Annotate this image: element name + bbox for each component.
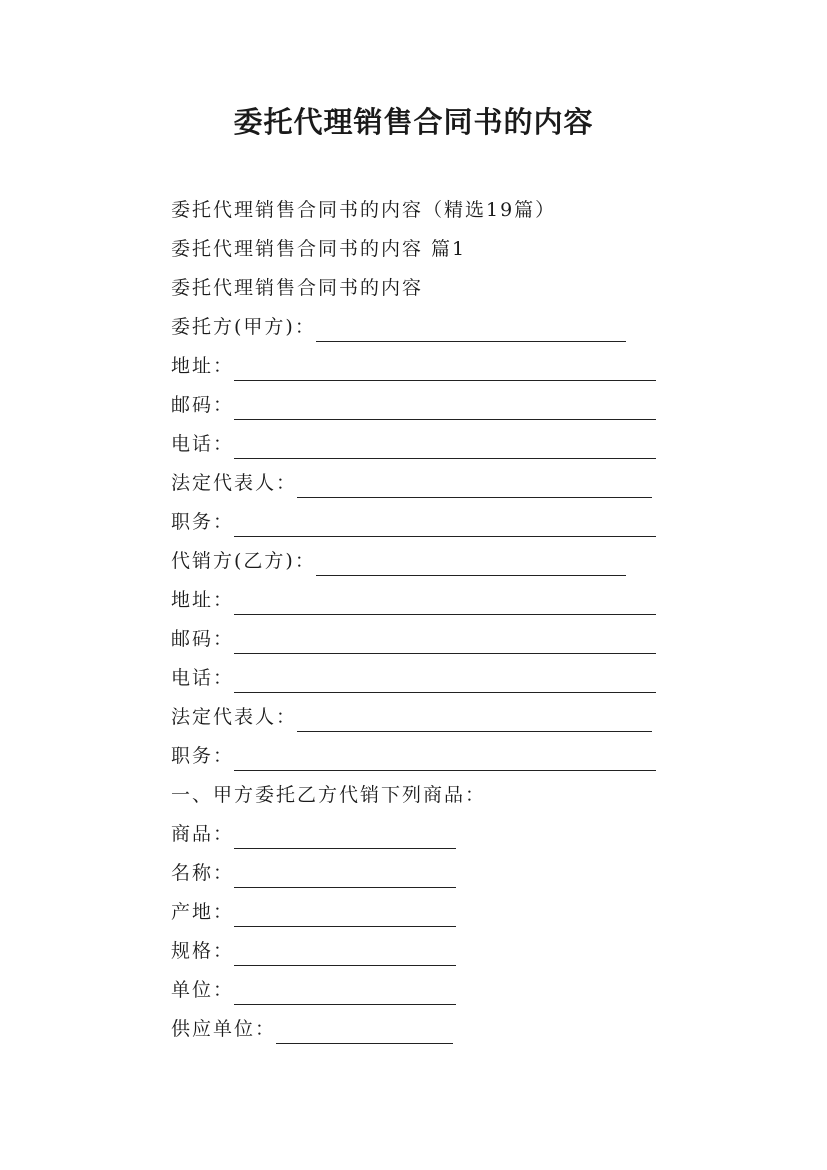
- goods-line: [171, 817, 656, 856]
- party-b-representative-blank[interactable]: [297, 700, 652, 732]
- section-heading-line: 委托代理销售合同书的内容 篇1: [171, 238, 467, 260]
- supplier-line: [171, 1012, 656, 1051]
- field-label: 单位：: [171, 979, 235, 1001]
- party-a-line: [171, 310, 656, 349]
- party-b-phone-blank[interactable]: [234, 661, 656, 693]
- field-label: 规格：: [171, 940, 235, 962]
- party-b-position-blank[interactable]: [234, 739, 656, 771]
- party-a-phone-blank[interactable]: [234, 427, 656, 459]
- field-label: 职务：: [171, 511, 235, 533]
- field-label: 名称：: [171, 862, 235, 884]
- party-b-line: [171, 544, 656, 583]
- party-a-postcode-blank[interactable]: [234, 388, 656, 420]
- party-a-postcode-line: [171, 388, 656, 427]
- party-a-phone-line: [171, 427, 656, 466]
- field-label: 法定代表人：: [171, 472, 298, 494]
- party-b-postcode-line: [171, 622, 656, 661]
- origin-line: [171, 895, 656, 934]
- subtitle-line: 委托代理销售合同书的内容（精选19篇）: [171, 199, 557, 221]
- unit-blank[interactable]: [234, 973, 456, 1005]
- party-a-position-line: [171, 505, 656, 544]
- field-label: 供应单位：: [171, 1018, 277, 1040]
- field-label: 职务：: [171, 745, 235, 767]
- document-title: 委托代理销售合同书的内容: [233, 105, 594, 139]
- field-label: 法定代表人：: [171, 706, 298, 728]
- unit-line: [171, 973, 656, 1012]
- party-b-position-line: [171, 739, 656, 778]
- party-b-address-line: [171, 583, 656, 622]
- clause-1-heading: 一、甲方委托乙方代销下列商品：: [171, 784, 487, 806]
- party-b-label: 代销方(乙方)：: [171, 550, 316, 572]
- party-a-position-blank[interactable]: [234, 505, 656, 537]
- field-label: 电话：: [171, 433, 235, 455]
- spec-blank[interactable]: [234, 934, 456, 966]
- field-label: 地址：: [171, 355, 235, 377]
- party-a-representative-line: [171, 466, 656, 505]
- goods-blank[interactable]: [234, 817, 456, 849]
- party-a-representative-blank[interactable]: [297, 466, 652, 498]
- origin-blank[interactable]: [234, 895, 456, 927]
- party-b-postcode-blank[interactable]: [234, 622, 656, 654]
- party-a-blank[interactable]: [316, 310, 626, 342]
- party-b-phone-line: [171, 661, 656, 700]
- party-b-representative-line: [171, 700, 656, 739]
- party-b-address-blank[interactable]: [234, 583, 656, 615]
- document-body: [171, 193, 656, 1051]
- goods-name-blank[interactable]: [234, 856, 456, 888]
- supplier-blank[interactable]: [276, 1012, 453, 1044]
- contract-heading-line: 委托代理销售合同书的内容: [171, 277, 424, 299]
- party-a-address-blank[interactable]: [234, 349, 656, 381]
- field-label: 产地：: [171, 901, 235, 923]
- field-label: 邮码：: [171, 394, 235, 416]
- spec-line: [171, 934, 656, 973]
- field-label: 邮码：: [171, 628, 235, 650]
- field-label: 商品：: [171, 823, 235, 845]
- party-b-blank[interactable]: [316, 544, 626, 576]
- party-a-address-line: [171, 349, 656, 388]
- goods-name-line: [171, 856, 656, 895]
- field-label: 地址：: [171, 589, 235, 611]
- field-label: 电话：: [171, 667, 235, 689]
- party-a-label: 委托方(甲方)：: [171, 316, 316, 338]
